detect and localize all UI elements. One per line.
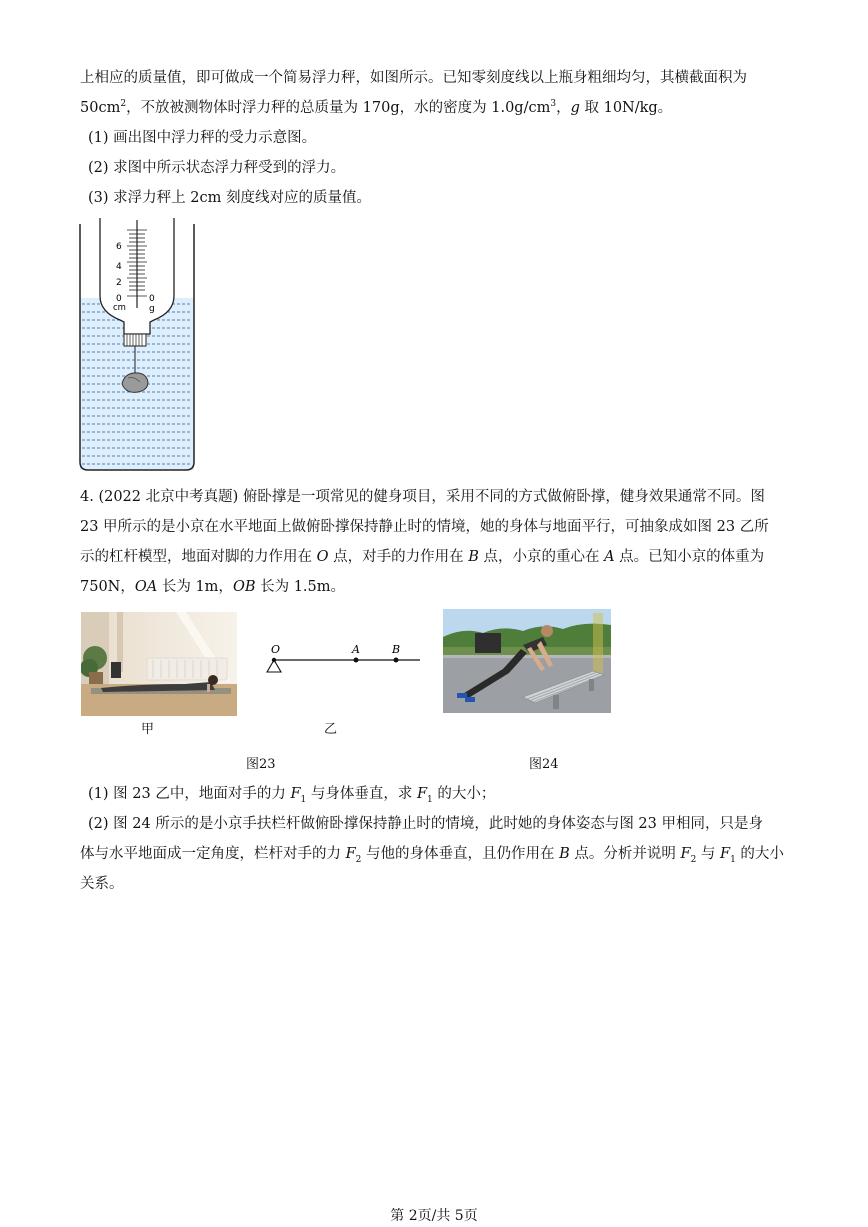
problem4-line-2: 23 甲所示的是小京在水平地面上做俯卧撑保持静止时的情境，她的身体与地面平行，可抽象成如图 23 乙所 bbox=[80, 519, 769, 535]
buoyancy-scale-figure bbox=[74, 216, 204, 476]
caption-yi: 乙 bbox=[324, 722, 338, 737]
caption-figure-23: 图23 bbox=[246, 757, 276, 772]
unit-cm: cm bbox=[113, 303, 126, 313]
caption-figure-24: 图24 bbox=[529, 757, 559, 772]
photo-bench-pushup bbox=[443, 609, 611, 713]
problem4-line-1: 4. (2022 北京中考真题) 俯卧撑是一项常见的健身项目，采用不同的方式做俯卧撑，健身效果通常不同。图 bbox=[80, 489, 765, 505]
photo-indoor-pushup bbox=[81, 612, 237, 716]
lever-point-A: A bbox=[352, 643, 360, 656]
sub-question-2-line-1: (2) 图 24 所示的是小京手扶栏杆做俯卧撑保持静止时的情境，此时她的身体姿态与图 23 甲相同，只是身 bbox=[88, 816, 763, 832]
tick-label-4: 4 bbox=[116, 262, 122, 272]
paragraph-line-1: 上相应的质量值，即可做成一个简易浮力秤，如图所示。已知零刻度线以上瓶身粗细均匀，其横截面积为 bbox=[80, 70, 747, 86]
page-footer: 第 2页/共 5页 bbox=[390, 1208, 478, 1224]
sub-question-2-line-3: 关系。 bbox=[80, 876, 124, 892]
sub-question-1: (1) 图 23 乙中，地面对手的力 $F_1$ 与身体垂直，求 $F_1$ 的大小； bbox=[88, 786, 496, 805]
question-3: (3) 求浮力秤上 2cm 刻度线对应的质量值。 bbox=[88, 190, 371, 206]
sub-question-2-line-2: 体与水平地面成一定角度，栏杆对手的力 $F_2$ 与他的身体垂直，且仍作用在 B 点。分析并说明 $F_2$ 与 $F_1$ 的大小 bbox=[80, 846, 784, 865]
tick-label-2: 2 bbox=[116, 278, 122, 288]
unit-g: g bbox=[149, 304, 155, 314]
mass-zero-label: 0 bbox=[149, 294, 155, 304]
lever-model-diagram bbox=[262, 640, 426, 680]
problem4-line-3: 示的杠杆模型，地面对脚的力作用在 O 点，对手的力作用在 B 点，小京的重心在 A 点。已知小京的体重为 bbox=[80, 549, 765, 565]
problem4-line-4: 750N，OA 长为 1m，OB 长为 1.5m。 bbox=[80, 579, 346, 595]
question-1: (1) 画出图中浮力秤的受力示意图。 bbox=[88, 130, 317, 146]
lever-point-B: B bbox=[392, 643, 401, 656]
question-2: (2) 求图中所示状态浮力秤受到的浮力。 bbox=[88, 160, 346, 176]
caption-jia: 甲 bbox=[141, 722, 155, 737]
tick-label-6: 6 bbox=[116, 242, 122, 252]
lever-point-O: O bbox=[271, 643, 281, 656]
tick-label-0: 0 bbox=[116, 294, 122, 304]
paragraph-line-2: $50cm^2$，不放被测物体时浮力秤的总质量为 170g，水的密度为 $1.0g/cm^3$，g 取 10N/kg。 bbox=[80, 99, 673, 116]
